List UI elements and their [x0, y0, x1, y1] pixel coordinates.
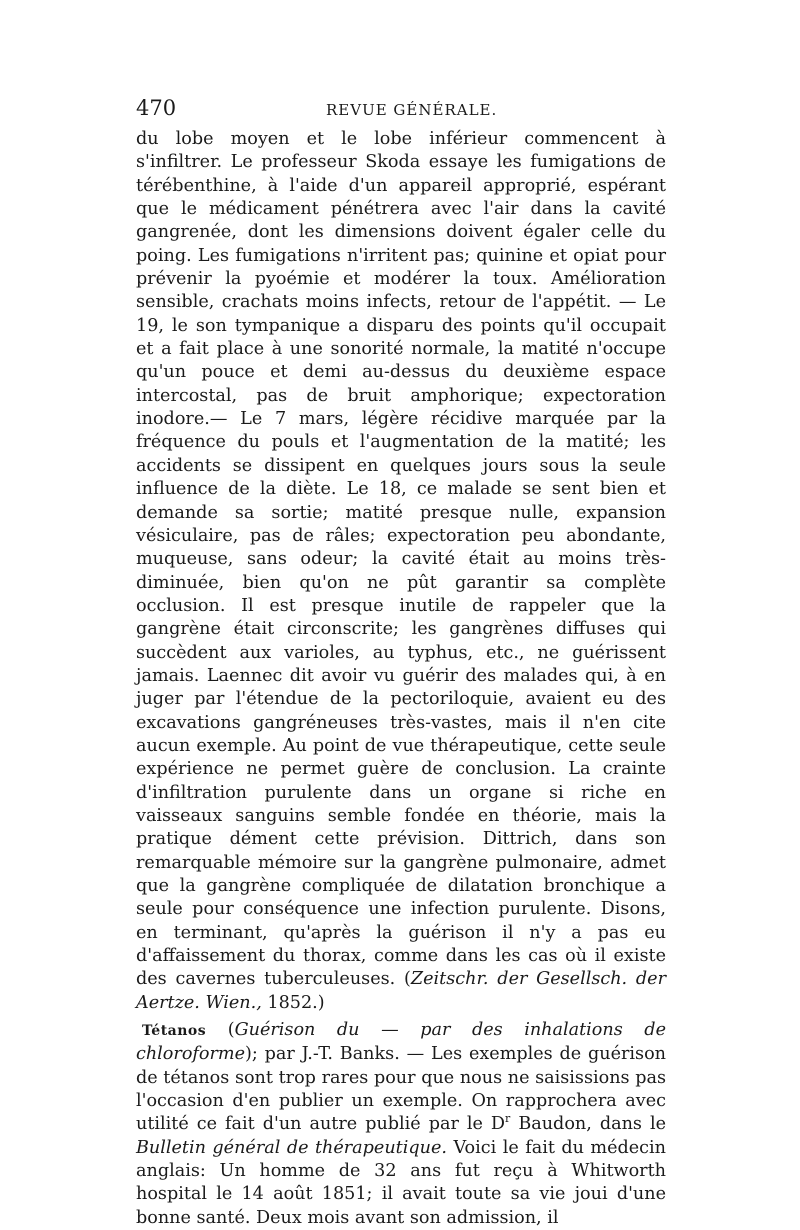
paragraph-tetanos: Tétanos (Guérison du — par des inhalations de chloroforme); par J.-T. Banks. — Les exemples de guérison de tétanos sont trop rares pour que nous ne saisissions pas l'occasion d'en publier un exemple. On rapprochera avec utilité ce fait d'un autre publié par le $D^r$ Baudon, dans le Bulletin général de thérapeutique. Voici le fait du médecin anglais: Un homme de 32 ans fut reçu à Whitworth hospital le 14 août 1851; il avait toute sa vie joui d'une bonne santé. Deux mois avant son admission, il	[136, 1020, 666, 1228]
body-text	[136, 128, 666, 1230]
author-intro: par J.-T. Banks. — Les exemples de guérison de tétanos sont trop rares pour que nous ne saisissions pas l'occasion d'en publier un exemple. On rapprochera avec utilité ce fait d'un autre publié par le D	[136, 1044, 666, 1135]
bulletin-title: Bulletin général de thérapeutique.	[136, 1137, 447, 1158]
paragraph-body: du lobe moyen et le lobe inférieur commencent à s'infiltrer. Le professeur Skoda essaye les fumigations de térébenthine, à l'aide d'un appareil approprié, espérant que le médicament pénétrera avec l'air dans la cavité gangrenée, dont les dimensions doivent égaler celle du poing. Les fumigations n'irritent pas; quinine et opiat pour prévenir la pyoémie et modérer la toux. Amélioration sensible, crachats moins infects, retour de l'appétit. — Le 19, le son tympanique a disparu des points qu'il occupait et a fait place à une sonorité normale, la matité n'occupe qu'un pouce et demi au-dessus du deuxième espace intercostal, pas de bruit amphorique; expectoration inodore.— Le 7 mars, légère récidive marquée par la fréquence du pouls et l'augmentation de la matité; les accidents se dissipent en quelques jours sous la seule influence de la diète. Le 18, ce malade se sent bien et demande sa sortie; matité presque nulle, expansion vésiculaire, pas de râles; expectoration peu abondante, muqueuse, sans odeur; la cavité était au moins très-diminuée, bien qu'on ne pût garantir sa complète occlusion. Il est presque inutile de rappeler que la gangrène était circonscrite; les gangrènes diffuses qui succèdent aux varioles, au typhus, etc., ne guérissent jamais. Laennec dit avoir vu guérir des malades qui, à en juger par l'étendue de la pectoriloquie, avaient eu des excavations gangréneuses très-vastes, mais il n'en cite aucun exemple. Au point de vue thérapeutique, cette seule expérience ne permet guère de conclusion. La crainte d'infiltration purulente dans un organe si riche en vaisseaux sanguins semble fondée en théorie, mais la pratique dément cette prévision. Dittrich, dans son remarquable mémoire sur la gangrène pulmonaire, admet que la gangrène compliquée de dilatation bronchique a seule pour conséquence une infection purulente. Disons, en terminant, qu'après la guérison il n'y a pas eu d'affaissement du thorax, comme dans les cas où il existe des cavernes tuberculeuses.	[136, 129, 666, 990]
article-title: Guérison du — par des inhalations de chloroforme	[136, 1020, 666, 1065]
section-lead-word: Tétanos	[142, 1023, 207, 1040]
running-head: REVUE GÉNÉRALE.	[326, 101, 498, 119]
doctor-superscript: r	[505, 1112, 511, 1126]
citation: (Zeitschr. der Gesellsch. der Aertze. Wien., 1852.)	[136, 969, 666, 1013]
paragraph-skoda-gangrene	[136, 128, 666, 1015]
paragraph-body-end: Voici le fait du médecin anglais: Un homme de 32 ans fut reçu à Whitworth hospital le 14 août 1851; il avait toute sa vie joui d'une bonne santé. Deux mois avant son admission, il	[136, 1137, 666, 1228]
page-number: 470	[136, 96, 177, 120]
citation-source: Zeitschr. der Gesellsch. der Aertze. Wien.,	[136, 969, 666, 1013]
page-header	[136, 96, 666, 128]
document-page	[136, 96, 666, 1230]
